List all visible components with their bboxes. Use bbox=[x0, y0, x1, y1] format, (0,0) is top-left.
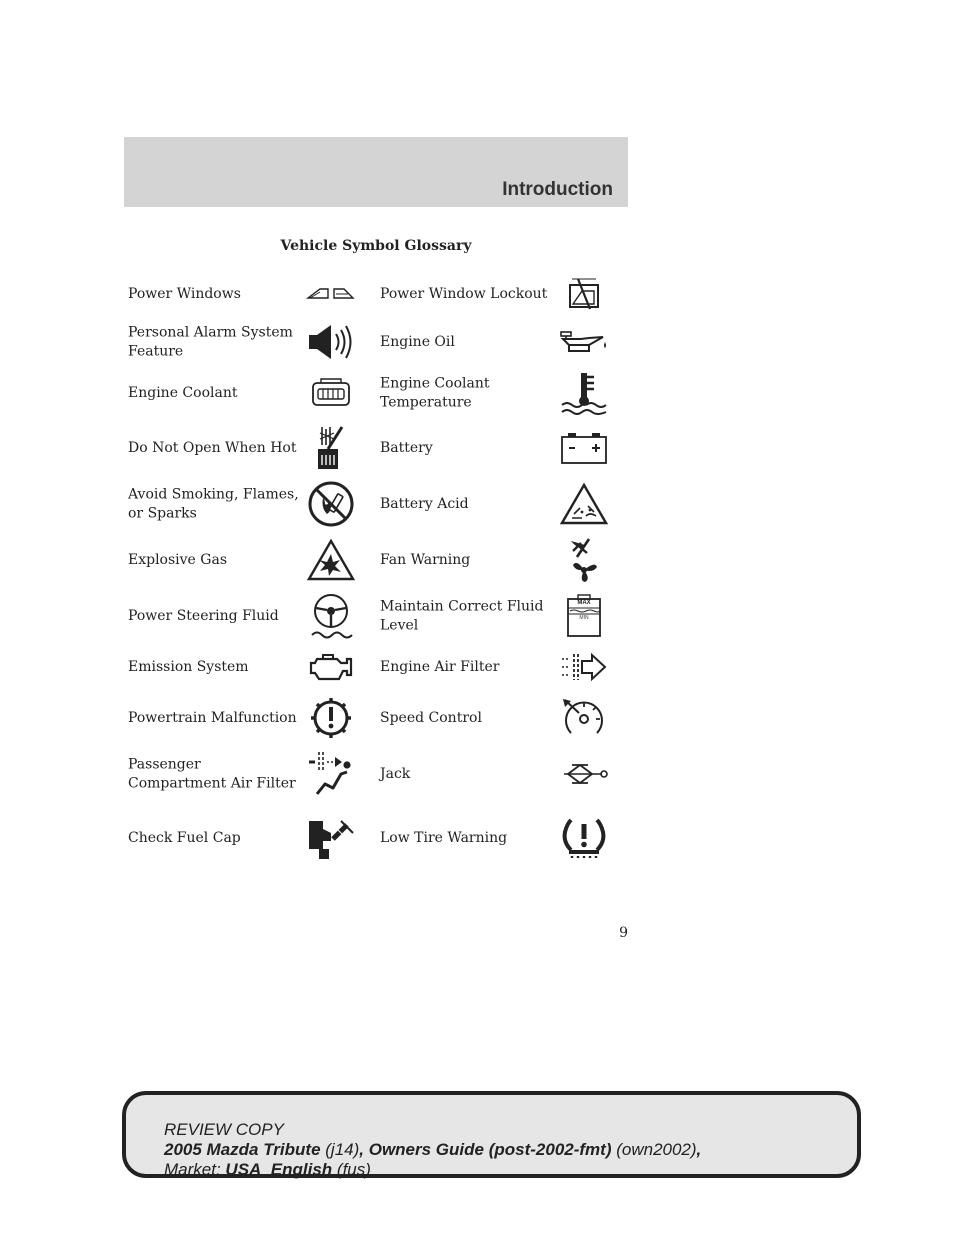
symbol-label: Power Window Lockout bbox=[380, 285, 548, 302]
symbol-label: Do Not Open When Hot bbox=[128, 439, 297, 456]
oil-can-icon bbox=[559, 329, 609, 355]
cabin-air-filter-icon bbox=[307, 750, 355, 798]
footer-document-line bbox=[164, 1140, 701, 1160]
symbol-label: Jack bbox=[380, 765, 411, 782]
symbol-label: Maintain Correct Fluid Level bbox=[380, 598, 544, 633]
jack-icon bbox=[560, 762, 608, 786]
footer-market-label: Market: bbox=[164, 1160, 221, 1179]
symbol-label: Low Tire Warning bbox=[380, 829, 508, 846]
footer-guide-code: (own2002) bbox=[616, 1140, 697, 1159]
coolant-temperature-icon bbox=[560, 371, 608, 415]
engine-coolant-icon bbox=[311, 377, 351, 409]
low-tire-icon bbox=[559, 816, 609, 860]
symbol-label: Powertrain Malfunction bbox=[128, 709, 297, 726]
symbol-label: Personal Alarm System Feature bbox=[128, 324, 293, 359]
min-label: MIN bbox=[579, 615, 589, 621]
symbol-label: Power Windows bbox=[128, 285, 241, 302]
symbol-label: Battery bbox=[380, 439, 433, 456]
max-label: MAX bbox=[577, 600, 591, 606]
section-title: Introduction bbox=[502, 179, 613, 200]
fuel-cap-icon bbox=[307, 815, 355, 861]
symbol-label: Battery Acid bbox=[380, 495, 469, 512]
fluid-level-icon bbox=[564, 594, 604, 638]
footer-text bbox=[164, 1120, 701, 1180]
power-windows-icon bbox=[306, 286, 356, 302]
explosive-gas-icon bbox=[307, 538, 355, 582]
symbol-label: Power Steering Fluid bbox=[128, 607, 279, 624]
symbol-label: Avoid Smoking, Flames, or Sparks bbox=[128, 486, 299, 521]
footer-model: 2005 Mazda Tribute bbox=[164, 1140, 321, 1159]
air-filter-icon bbox=[560, 650, 608, 684]
footer-review-label: REVIEW COPY bbox=[164, 1120, 284, 1139]
steering-wheel-icon bbox=[308, 593, 354, 639]
symbol-label: Speed Control bbox=[380, 709, 482, 726]
symbol-label: Engine Oil bbox=[380, 333, 455, 350]
page-number: 9 bbox=[619, 925, 628, 941]
symbol-label: Explosive Gas bbox=[128, 551, 228, 568]
review-copy-footer bbox=[122, 1091, 861, 1178]
footer-market-line bbox=[164, 1160, 701, 1180]
power-window-lockout-icon bbox=[566, 277, 602, 311]
fan-warning-icon bbox=[567, 537, 601, 583]
no-smoking-icon bbox=[307, 480, 355, 528]
symbol-label: Engine Air Filter bbox=[380, 658, 500, 675]
battery-icon bbox=[560, 431, 608, 465]
symbol-label: Emission System bbox=[128, 658, 249, 675]
do-not-open-hot-icon bbox=[314, 425, 348, 471]
symbol-label: Engine Coolant bbox=[128, 384, 238, 401]
glossary-title: Vehicle Symbol Glossary bbox=[280, 238, 472, 254]
header-band bbox=[124, 137, 628, 207]
battery-acid-icon bbox=[560, 482, 608, 526]
footer-model-code: (j14) bbox=[325, 1140, 360, 1159]
footer-market-code: (fus) bbox=[336, 1160, 371, 1179]
symbol-label: Passenger Compartment Air Filter bbox=[128, 756, 296, 791]
footer-market: USA_English bbox=[225, 1160, 333, 1179]
symbol-label: Check Fuel Cap bbox=[128, 829, 241, 846]
speed-control-icon bbox=[561, 697, 607, 739]
footer-guide: , Owners Guide (post-2002-fmt) bbox=[359, 1140, 612, 1159]
symbol-label: Fan Warning bbox=[380, 551, 471, 568]
footer-comma: , bbox=[696, 1140, 702, 1159]
powertrain-malfunction-icon bbox=[309, 696, 353, 740]
engine-icon bbox=[307, 651, 355, 683]
symbol-label: Engine Coolant Temperature bbox=[380, 375, 490, 410]
alarm-speaker-icon bbox=[307, 322, 355, 362]
